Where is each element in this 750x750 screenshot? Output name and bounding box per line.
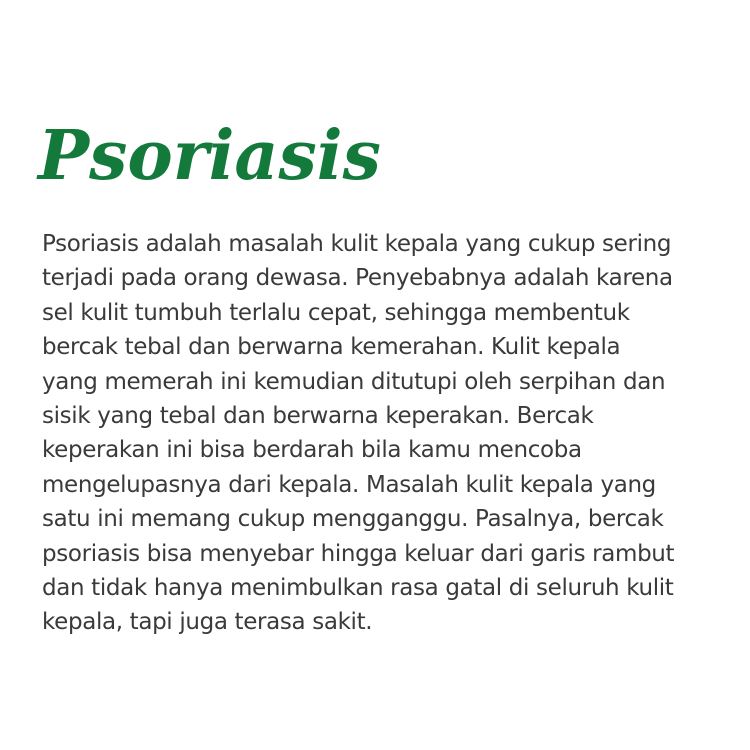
body-line: kepala, tapi juga terasa sakit. xyxy=(42,609,373,636)
body-line: keperakan ini bisa berdarah bila kamu mencoba xyxy=(42,437,582,464)
body-line: satu ini memang cukup mengganggu. Pasalnya, bercak xyxy=(42,506,664,533)
body-line: terjadi pada orang dewasa. Penyebabnya adalah karena xyxy=(42,265,673,292)
body-line: sel kulit tumbuh terlalu cepat, sehingga membentuk xyxy=(42,299,630,326)
body-line: bercak tebal dan berwarna kemerahan. Kulit kepala xyxy=(42,334,621,361)
body-paragraph xyxy=(42,227,722,640)
body-line: Psoriasis adalah masalah kulit kepala yang cukup sering xyxy=(42,231,672,257)
body-line: yang memerah ini kemudian ditutupi oleh serpihan dan xyxy=(42,368,666,395)
body-line: dan tidak hanya menimbulkan rasa gatal di seluruh kulit xyxy=(42,575,674,602)
body-line: mengelupasnya dari kepala. Masalah kulit kepala yang xyxy=(42,471,656,498)
page-title: Psoriasis xyxy=(38,116,381,196)
body-line: sisik yang tebal dan berwarna keperakan. Bercak xyxy=(42,403,594,430)
body-line: psoriasis bisa menyebar hingga keluar dari garis rambut xyxy=(42,540,675,567)
